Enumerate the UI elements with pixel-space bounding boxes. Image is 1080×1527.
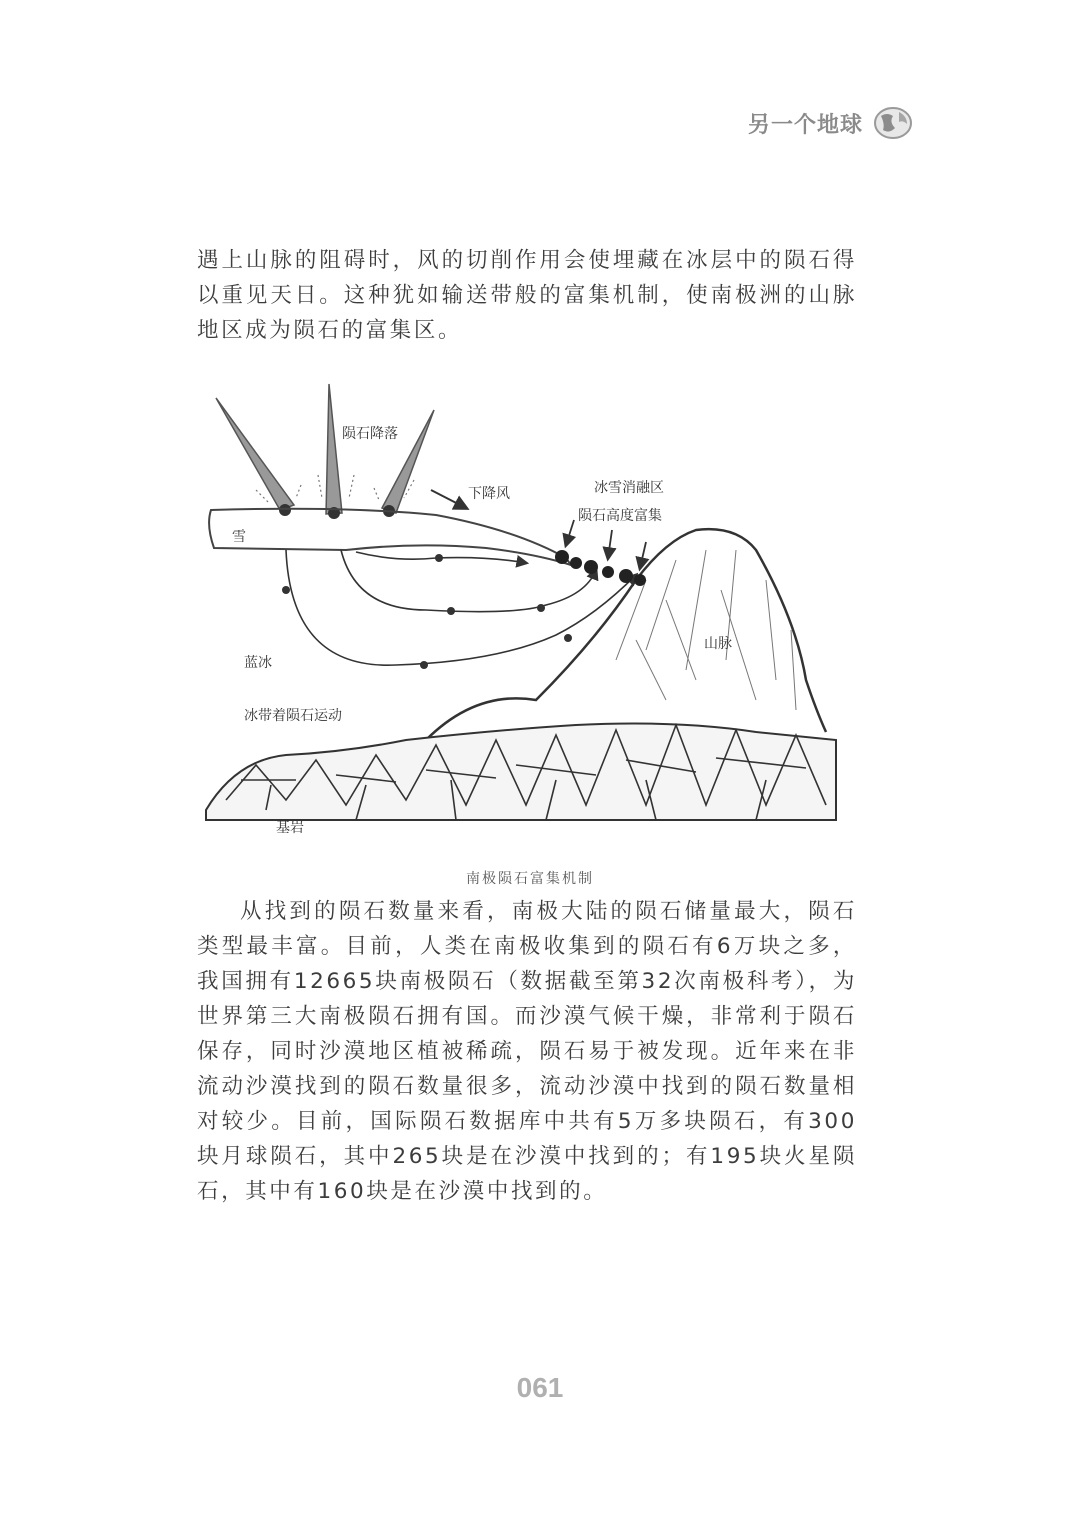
figure-caption: 南极陨石富集机制: [466, 871, 594, 887]
snow-layer: [209, 509, 571, 565]
running-header-title: 另一个地球: [748, 112, 864, 138]
concentrated-meteorites: [555, 550, 646, 586]
page-number: 061: [516, 1372, 564, 1403]
label-snow: 雪: [232, 529, 246, 545]
label-ice-transport: 冰带着陨石运动: [244, 708, 342, 724]
globe-icon: [873, 106, 913, 140]
paragraph-1: 遇上山脉的阻碍时，风的切削作用会使埋藏在冰层中的陨石得以重见天日。这种犹如输送带般的富集机制，使南极洲的山脉地区成为陨石的富集区。: [197, 248, 857, 343]
label-katabatic-wind: 下降风: [468, 486, 510, 502]
label-high-concentration: 陨石高度富集: [578, 508, 662, 524]
bedrock: [206, 724, 836, 820]
label-bedrock: 基岩: [276, 820, 304, 836]
paragraph-2: 从找到的陨石数量来看，南极大陆的陨石储量最大，陨石类型最丰富。目前，人类在南极收集到的陨石有6万块之多，我国拥有12665块南极陨石（数据截至第32次南极科考），为世界第三大南极陨石拥有国。而沙漠气候干燥，非常利于陨石保存，同时沙漠地区植被稀疏，陨石易于被发现。近年来在非流动沙漠找到的陨石数量很多，流动沙漠中找到的陨石数量相对较少。目前，国际陨石数据库中共有5万多块陨石，有300块月球陨石，其中265块是在沙漠中找到的；有195块火星陨石，其中有160块是在沙漠中找到的。: [197, 899, 857, 1204]
meteorite-streaks: [216, 384, 434, 519]
running-header: [748, 106, 913, 140]
meteorite-concentration-diagram: [196, 380, 846, 840]
label-blue-ice: 蓝冰: [244, 655, 272, 671]
wind-arrow: [431, 490, 466, 508]
label-ablation-zone: 冰雪消融区: [594, 480, 664, 496]
label-mountain: 山脉: [704, 636, 732, 652]
label-meteorite-fall: 陨石降落: [342, 426, 398, 442]
